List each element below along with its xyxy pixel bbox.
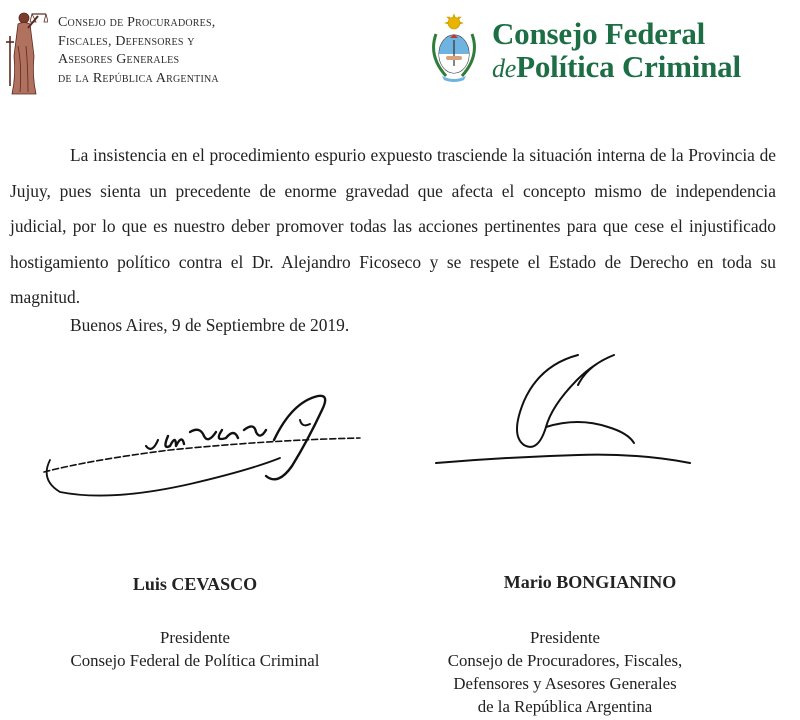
signature-bongianino — [428, 345, 708, 485]
right-org-line-2 — [492, 50, 741, 86]
signatory-title-line: Consejo Federal de Política Criminal — [70, 651, 320, 670]
signatory-name: Luis CEVASCO — [132, 574, 258, 594]
signatory-title — [365, 626, 765, 718]
signature-cevasco — [30, 380, 370, 510]
body-paragraph: La insistencia en el procedimiento espurio expuesto trasciende la situación interna de la Provincia de Jujuy, pues sienta un precedente de enorme gravedad que afecta el concepto mismo de independencia judicial, por lo que es nuestro deber promover todas las acciones pertinentes para que cese el injustificado hostigamiento político contra el Dr. Alejandro Ficoseco y se respete el Estado de Derecho en toda su magnitud. — [10, 145, 776, 308]
left-organization-name — [58, 14, 219, 88]
date-line: Buenos Aires, 9 de Septiembre de 2019. — [70, 315, 350, 335]
right-organization-name — [492, 18, 741, 86]
justice-statue-icon — [4, 6, 48, 98]
argentina-coat-of-arms-icon — [428, 14, 480, 82]
signatory-title-line: Presidente — [530, 628, 600, 647]
right-org-line-1: Consejo Federal — [492, 16, 706, 51]
right-org-prefix: de — [492, 54, 517, 83]
signatory-title — [0, 626, 390, 672]
signatory-title-line: Presidente — [160, 628, 230, 647]
signatory-title-line: Defensores y Asesores Generales — [453, 674, 677, 693]
left-org-line: Asesores Generales — [58, 52, 180, 67]
right-org-line-2-text: Política Criminal — [516, 49, 741, 84]
left-org-line: Fiscales, Defensores y — [58, 33, 195, 49]
signatory-title-line: de la República Argentina — [477, 697, 653, 716]
signatory-title-line: Consejo de Procuradores, Fiscales, — [447, 651, 683, 670]
left-org-line: de la República Argentina — [58, 70, 219, 86]
signatory-name: Mario BONGIANINO — [503, 572, 677, 592]
left-org-line: Consejo de Procuradores, — [58, 15, 216, 30]
